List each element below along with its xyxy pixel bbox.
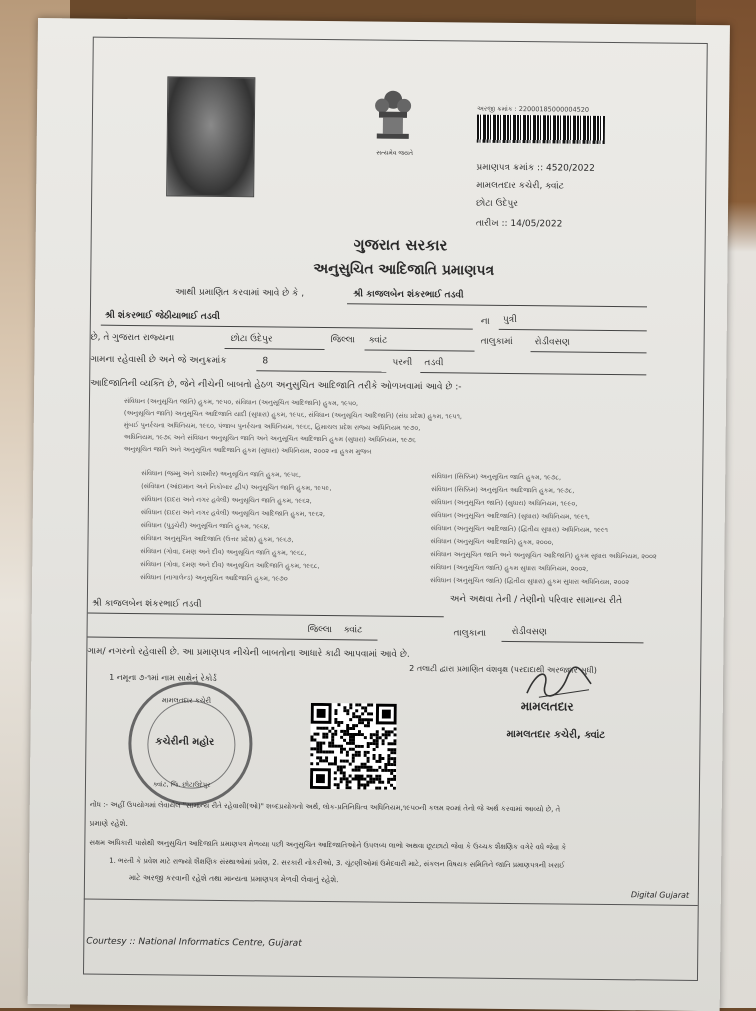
serial-number: 8 (262, 356, 269, 367)
order-left-item: સંવિધાન (નાગાલેન્ડ) અનુસૂચિત આદિજાતિ હુકમ, ૧૯૭૦ (140, 573, 288, 583)
order-left-item: સંવિધાન (દાદરા અને નગર હવેલી) અનુસૂચિત આદિજાતિ હુકમ, ૧૯૬૨, (140, 508, 326, 519)
certificate-title: અનુસુચિત આદિજાતિ પ્રમાણપત્ર (313, 260, 495, 279)
certify-text: આથી પ્રમાણિત કરવામાં આવે છે કે , (175, 287, 305, 299)
application-number: અરજી ક્રમાંક : 22000185000004520 (477, 104, 590, 114)
note-1: નોંધ :- અહીં ઉપયોગમાં લેવાયેલ "સામાન્ય રીતે રહેવાસી(ઓ)" શબ્દપ્રયોગનો અર્થ, લોક-પ્રતિનિધિત્વ અધિનિયમ,૧૯૫૦ની કલમ ૨૦માં તેનો જે અર્થ કરવામાં આવ્યો છે, તે (89, 800, 561, 814)
barcode (477, 115, 605, 144)
note-3: 1. ભરતી કે પ્રવેશ માટે રાજ્યો શૈક્ષણિક સંસ્થાઓમાં પ્રવેશ, 2. સરકારી નોકરીઓ, 3. ચૂંટણીઓમાં ઉમેદવારી માટે, સંકલન વિષયક સમિતિને જાતિ પ્રમાણપત્રની ખરાઈ (109, 856, 565, 870)
qr-code (310, 703, 397, 790)
seal-top-text: મામલતદાર કચેરી (161, 696, 212, 705)
tribe-value: તડવી (424, 358, 444, 369)
family-person-name: શ્રી કાજલબેન શંકરભાઈ તડવી (91, 598, 202, 610)
applicant-photo (166, 76, 255, 197)
office-line-2: છોટા ઉદેપુર (476, 198, 518, 210)
order-right-item: સંવિધાન (અનુસૂચિત આદિજાતિ) (દ્વિતીય સુધારા) અધિનિયમ, ૧૯૯૧ (430, 524, 609, 534)
note-4: માટે અરજી કરવાની રહેશે તથા માન્યતા પ્રમાણપત્ર મેળવી લેવાનું રહેશે. (128, 873, 339, 885)
order-block-line: મુંબઈ પુનર્રચના અધિનિયમ, ૧૯૬૦, પંજાબ પુનર્રચના અધિનિયમ, ૧૯૬૬, હિમાચલ પ્રદેશ રાજ્ય અધિનિયમ ૧૯૭૦, (123, 420, 421, 433)
certificate-number: પ્રમાણપત્ર ક્રમાંક :: 4520/2022 (476, 162, 595, 174)
signatory-office: મામલતદાર કચેરી, ક્વાંટ (506, 728, 606, 741)
officer-signature (519, 663, 599, 704)
order-left-item: સંવિધાન અનુસૂચિત આદિજાતિ (ઉત્તર પ્રદેશ) હુકમ, ૧૯૬૭, (140, 534, 294, 544)
recognised-text: આદિજાતિની વ્યક્તિ છે, જેને નીચેની બાબતો હેઠળ અનુસુચિત આદિજાતિ તરીકે ઓળખવામાં આવે છે :- (90, 378, 462, 393)
order-left-item: સંવિધાન (પુડુચેરી) અનુસૂચિત જાતિ હુકમ, ૧૯૬૪, (140, 521, 270, 531)
family-village-value: રોડીવસણ (511, 626, 547, 638)
order-left-item: સંવિધાન (દાદરા અને નગર હવેલી) અનુસૂચિત જાતિ હુકમ, ૧૯૬૨, (140, 495, 312, 505)
emblem-caption: સત્યમેવ જયતે (376, 149, 413, 157)
order-block-line: અનુસૂચિત જાતિ અને અનુસૂચિત આદિજાતિ હુકમ (સુધારા) અધિનિયમ, ૨૦૦૨ ના હુકમ મુજબ (123, 444, 372, 456)
issue-date: તારીખ :: 14/05/2022 (475, 218, 563, 230)
district-value: છોટા ઉદેપુર (230, 334, 273, 345)
district-label: જિલ્લા (330, 335, 355, 346)
seal-bottom-text: ક્વાંટ, જિ. છોટાઉદેપુર (152, 780, 211, 789)
taluka-label: તાલુકામાં (480, 336, 513, 347)
order-right-item: સંવિધાન (અનુસૂચિત આદિજાતિ) (સુધારા) અધિનિયમ, ૧૯૯૧, (430, 511, 590, 521)
resident-text: ગામના રહેવાસી છે અને જે અનુક્રમાંક (90, 354, 227, 366)
order-right-item: સંવિધાન (અનુસૂચિત જાતિ) (દ્વિતીય સુધારા) હુકમ સુધારા અધિનિયમ, ૨૦૦૨ (430, 576, 630, 587)
family-taluka-label: તાલુકાના (453, 628, 487, 639)
taluka-value: ક્વાંટ (368, 335, 388, 346)
person-name: શ્રી કાજલબેન શંકરભાઈ તડવી (353, 289, 464, 301)
order-right-item: સંવિધાન (સિક્કિમ) અનુસૂચિત આદિજાતિ હુકમ, ૧૯૭૮, (431, 485, 575, 495)
national-emblem-icon (373, 86, 414, 148)
office-seal (128, 681, 253, 806)
order-left-item: (સંવિધાન (આંદામાન અને નિકોબાર દ્વીપ) અનુસૂચિત જાતિ હુકમ, ૧૯૫૯, (141, 482, 332, 493)
order-block-line: અધિનિયમ, ૧૯૭૬ અને સંવિધાન અનુસૂચિત જાતિ અને અનુસૂચિત આદિજાતિ હુકમ (સુધારા) અધિનિયમ, ૧૯૭૬ (123, 432, 416, 444)
family-district-value: ક્વાંટ (343, 625, 363, 636)
father-name: શ્રી શંકરભાઈ જેઠીયાભાઈ તડવી (104, 310, 220, 322)
order-right-item: સંવિધાન (અનુસૂચિત જાતિ) હુકમ સુધારા અધિનિયમ, ૨૦૦૨, (430, 563, 589, 573)
basis-item-1: 1 નમૂના ૭-૧માં નામ સાથેનું રેકોર્ડ (109, 672, 217, 683)
order-right-item: સંવિધાન અનુસૂચિત જાતિ અને અનુસૂચિત આદિજાતિ) હુકમ સુધારા અધિનિયમ, ૨૦૦૨ (430, 550, 657, 561)
residence-text: ગામ/ નગરનો રહેવાસી છે. આ પ્રમાણપત્ર નીચેની બાબતોના આધારે કાઢી આપવામાં આવે છે. (87, 646, 410, 660)
order-left-item: સંવિધાન (ગોવા, દમણ અને દીવ) અનુસૂચિત જાતિ હુકમ, ૧૯૬૮, (140, 547, 307, 557)
order-block-line: (અનુસૂચિત જાતિ) અનુસૂચિત આદિજાતિ યાદી (સુધારા) હુકમ, ૧૯૫૬, સંવિધાન (અનુસૂચિત આદિજાતિ) (સંઘ પ્રદેશ) હુકમ, ૧૯૫૧, (123, 408, 463, 421)
village-value: રોડીવસણ (534, 337, 570, 348)
signatory-title: મામલતદાર (520, 699, 574, 714)
seal-center-text: કચેરીની મહોર (155, 736, 215, 748)
state-label: છે, તે ગુજરાત રાજ્યના (90, 332, 175, 344)
certificate-page (28, 18, 730, 1011)
digital-gujarat-label: Digital Gujarat (630, 890, 690, 900)
courtesy-text: Courtesy :: National Informatics Centre, Gujarat (86, 936, 302, 949)
relation-value: પુત્રી (502, 314, 517, 326)
order-block-line: સંવિધાન (અનુસૂચિત જાતિ) હુકમ, ૧૯૫૦, સંવિધાન (અનુસૂચિત આદિજાતિ) હુકમ, ૧૯૫૦, (123, 396, 359, 408)
order-left-item: સંવિધાન (ગોવા, દમણ અને દીવ) અનુસૂચિત આદિજાતિ હુકમ, ૧૯૬૮, (140, 560, 320, 570)
order-right-item: સંવિધાન (સિક્કિમ) અનુસૂચિત જાતિ હુકમ, ૧૯૭૮, (431, 472, 562, 482)
basis-item-2: 2 તલાટી દ્વારા પ્રમાણિત વંશવૃક્ષ (પરદાદાથી અરજદાર સુધી) (409, 663, 597, 675)
family-text: અને અથવા તેની / તેણીનો પરિવાર સામાન્ય રીતે (449, 594, 623, 607)
note-1-cont: પ્રમાણે રહેશે. (89, 818, 128, 828)
order-left-item: સંવિધાન (જમ્મુ અને કાશ્મીર) અનુસૂચિત જાતિ હુકમ, ૧૯૫૬, (141, 469, 301, 479)
government-title: ગુજરાત સરકાર (353, 235, 448, 255)
relation-label: ના (480, 316, 490, 327)
order-right-item: સંવિધાન (અનુસૂચિત જાતિ) (સુધારા) અધિનિયમ, ૧૯૯૦, (430, 498, 578, 508)
note-2: સક્ષમ અધિકારી પાસેથી અનુસુચિત આદિજાતિ પ્રમાણપત્ર મેળવ્યા પછી અનુસુચિત આદિજાતિઓને ઉપલબ્ધ લાભો અથવા છૂટછાટો જેવા કે ઉચ્ચક શૈક્ષણિક વગેરે વધે જેવા કે (89, 838, 567, 852)
office-line-1: મામલતદાર કચેરી, ક્વાંટ (476, 180, 564, 192)
order-right-item: સંવિધાન (અનુસૂચિત આદિજાતિ) હુકમ, ૨૦૦૦, (430, 537, 554, 547)
family-district-label: જિલ્લા (307, 624, 332, 636)
tribe-label: પરની (392, 357, 413, 368)
